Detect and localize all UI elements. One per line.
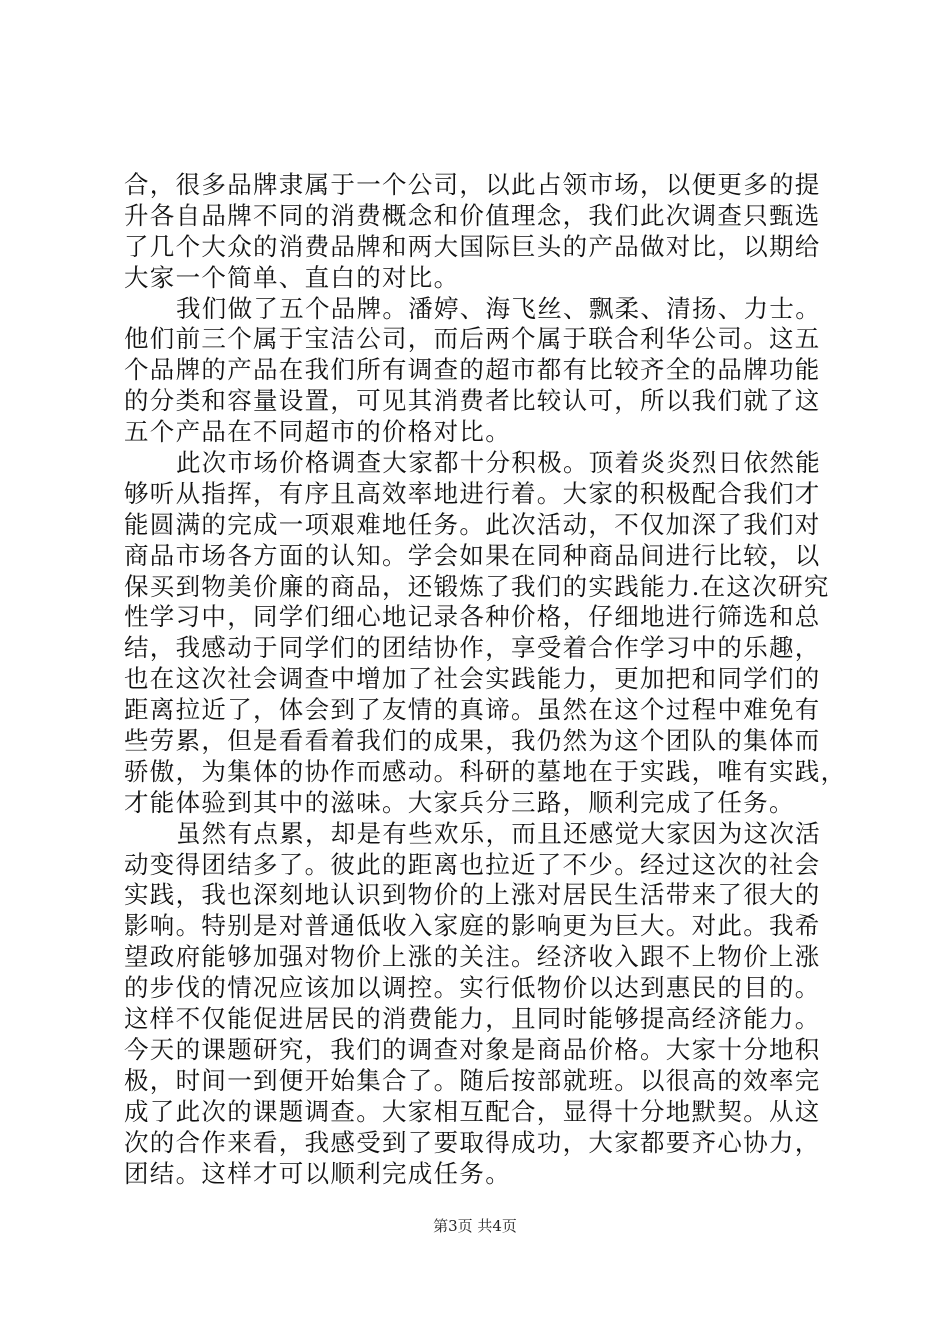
text-line: 骄傲，为集体的协作而感动。科研的墓地在于实践，唯有实践， xyxy=(124,756,847,786)
text-line: 了几个大众的消费品牌和两大国际巨头的产品做对比，以期给 xyxy=(124,231,821,261)
text-line: 今天的课题研究，我们的调查对象是商品价格。大家十分地积 xyxy=(124,1034,821,1064)
text-line: 升各自品牌不同的消费概念和价值理念，我们此次调查只甄选 xyxy=(124,200,821,230)
text-line: 这样不仅能促进居民的消费能力，且同时能够提高经济能力。 xyxy=(124,1004,821,1034)
text-line: 次的合作来看，我感受到了要取得成功，大家都要齐心协力， xyxy=(124,1127,821,1157)
text-line: 成了此次的课题调查。大家相互配合，显得十分地默契。从这 xyxy=(124,1096,821,1126)
text-line: 我们做了五个品牌。潘婷、海飞丝、飘柔、清扬、力士。 xyxy=(176,293,821,323)
text-line: 能圆满的完成一项艰难地任务。此次活动，不仅加深了我们对 xyxy=(124,509,821,539)
text-line: 他们前三个属于宝洁公司，而后两个属于联合利华公司。这五 xyxy=(124,324,821,354)
text-line: 些劳累，但是看看着我们的成果，我仍然为这个团队的集体而 xyxy=(124,726,821,756)
text-line: 的步伐的情况应该加以调控。实行低物价以达到惠民的目的。 xyxy=(124,973,821,1003)
text-line: 合，很多品牌隶属于一个公司，以此占领市场，以便更多的提 xyxy=(124,170,821,199)
text-line: 距离拉近了，体会到了友情的真谛。虽然在这个过程中难免有 xyxy=(124,695,821,725)
text-line: 也在这次社会调查中增加了社会实践能力，更加把和同学们的 xyxy=(124,664,821,694)
text-line: 的分类和容量设置，可见其消费者比较认可，所以我们就了这 xyxy=(124,386,821,416)
text-line: 团结。这样才可以顺利完成任务。 xyxy=(124,1158,511,1188)
text-line: 动变得团结多了。彼此的距离也拉近了不少。经过这次的社会 xyxy=(124,849,821,879)
text-line: 极，时间一到便开始集合了。随后按部就班。以很高的效率完 xyxy=(124,1065,821,1095)
text-line: 实践，我也深刻地认识到物价的上涨对居民生活带来了很大的 xyxy=(124,880,821,910)
page-number-footer: 第3页 共4页 xyxy=(433,1217,517,1235)
text-line: 虽然有点累，却是有些欢乐，而且还感觉大家因为这次活 xyxy=(176,818,821,848)
text-line: 影响。特别是对普通低收入家庭的影响更为巨大。对此。我希 xyxy=(124,911,821,941)
text-line: 商品市场各方面的认知。学会如果在同种商品间进行比较，以 xyxy=(124,540,821,570)
text-line: 个品牌的产品在我们所有调查的超市都有比较齐全的品牌功能 xyxy=(124,355,821,385)
document-body xyxy=(124,170,847,1189)
text-line: 够听从指挥，有序且高效率地进行着。大家的积极配合我们才 xyxy=(124,478,821,508)
text-line: 此次市场价格调查大家都十分积极。顶着炎炎烈日依然能 xyxy=(176,448,821,478)
text-line: 性学习中，同学们细心地记录各种价格，仔细地进行筛选和总 xyxy=(124,602,821,632)
text-line: 望政府能够加强对物价上涨的关注。经济收入跟不上物价上涨 xyxy=(124,942,821,972)
text-line: 五个产品在不同超市的价格对比。 xyxy=(124,417,511,447)
text-line: 大家一个简单、直白的对比。 xyxy=(124,262,460,292)
text-line: 结，我感动于同学们的团结协作，享受着合作学习中的乐趣， xyxy=(124,633,821,663)
text-line: 才能体验到其中的滋味。大家兵分三路，顺利完成了任务。 xyxy=(124,787,795,817)
text-line: 保买到物美价廉的商品，还锻炼了我们的实践能力.在这次研究 xyxy=(124,571,830,601)
